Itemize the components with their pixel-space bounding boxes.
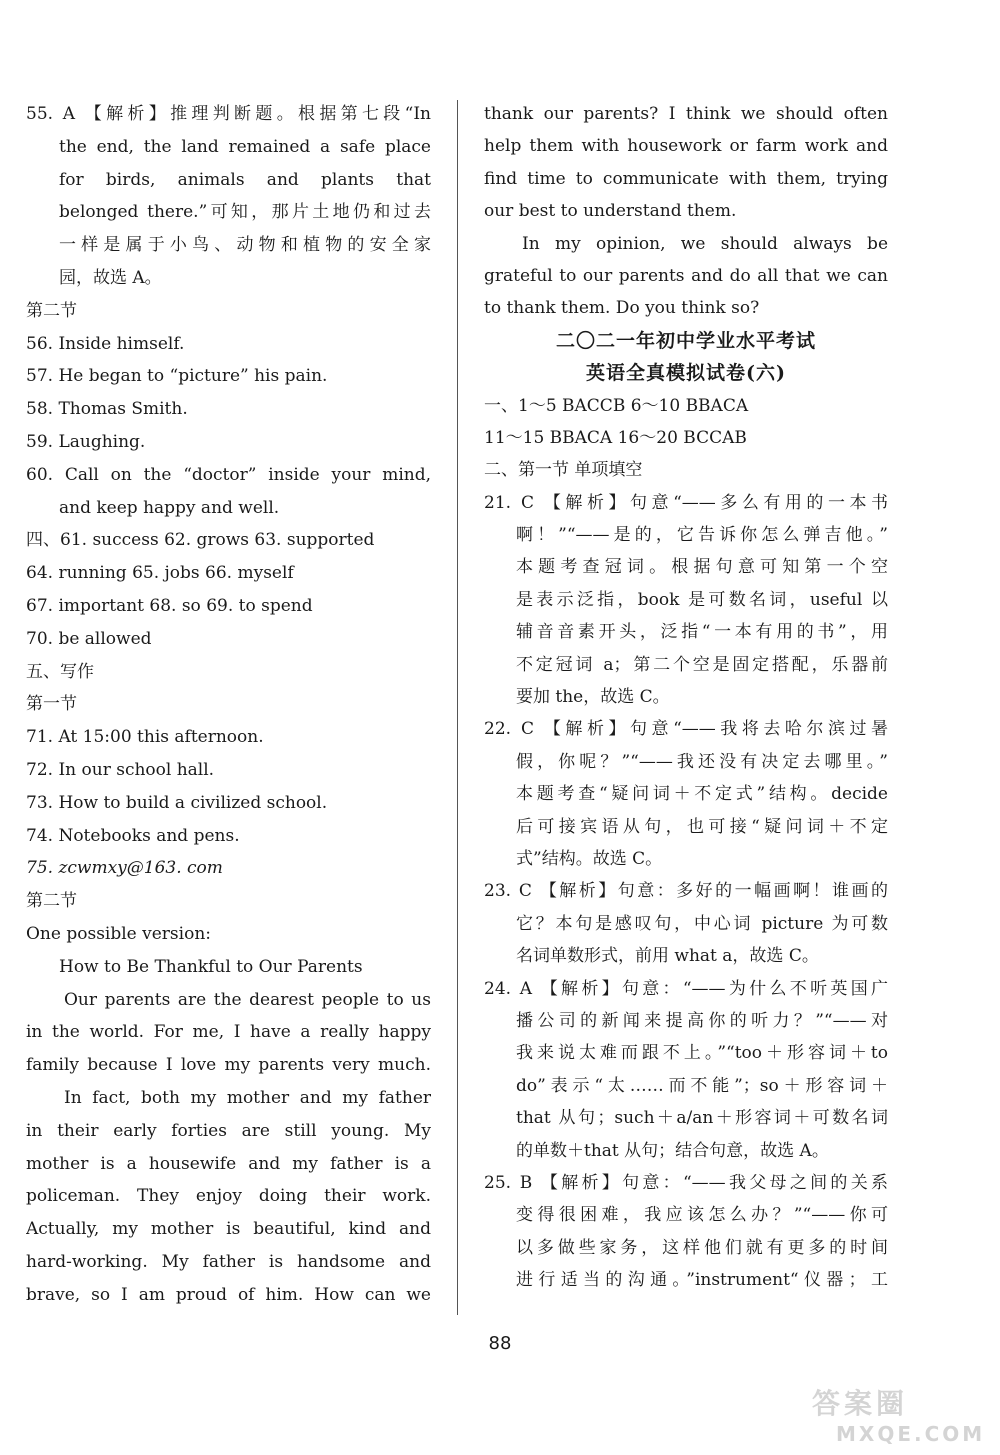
right-column-line: help them with housework or farm work and [484,136,888,157]
right-column-line: 我来说太难而跟不上。”“too＋形容词＋to [516,1043,888,1064]
right-column-line: 以多做些家务，这样他们就有更多的时间 [516,1237,888,1258]
right-column-line: 22. C 【解析】句意“——我将去哈尔滨过暑 [484,719,888,740]
left-column-line: One possible version: [26,923,211,944]
left-column-line: 70. be allowed [26,628,152,649]
left-column-line: Our parents are the dearest people to us [64,989,431,1010]
left-column-line: family because I love my parents very much. [26,1055,431,1076]
right-column-line: 假，你呢？”“——我还没有决定去哪里。” [516,751,888,772]
right-column-line: 本题考查冠词。根据句意可知第一个空 [516,557,888,578]
left-column-line: 75. zcwmxy@163. com [26,858,223,879]
left-column-line: 五、写作 [26,661,94,682]
right-column-line: 的单数＋that 从句；结合句意，故选 A。 [516,1140,829,1161]
right-column-line: In my opinion, we should always be [522,233,888,254]
left-column-line: 67. important 68. so 69. to spend [26,595,313,616]
watermark-logo [812,1386,992,1452]
right-column-line: 名词单数形式，前用 what a，故选 C。 [516,946,819,967]
left-column-line: 72. In our school hall. [26,759,215,780]
right-column-line: 不定冠词 a；第二个空是固定搭配，乐器前 [516,654,888,675]
left-column-line: 73. How to build a civilized school. [26,792,328,813]
right-column-line: to thank them. Do you think so? [484,298,760,319]
right-column-line: 英语全真模拟试卷(六) [586,362,786,385]
left-column-line: belonged there.”可知，那片土地仍和过去 [59,202,431,223]
left-column-line: in their early forties are still young. My [26,1120,431,1141]
left-column-line: 55. A 【解析】推理判断题。根据第七段“In [26,104,431,124]
right-column-line: 要加 the，故选 C。 [516,687,670,708]
page-number: 88 [488,1333,512,1354]
left-column-line: 四、61. success 62. grows 63. supported [26,530,375,551]
watermark-top: 答案圈 [812,1387,909,1420]
left-column-line: hard-working. My father is handsome and [26,1251,431,1272]
left-column-line: 第二节 [26,891,77,912]
right-column-line: 23. C 【解析】句意：多好的一幅画啊！谁画的 [484,881,888,902]
right-column-line: that 从句；such＋a/an＋形容词＋可数名词 [516,1108,888,1129]
left-column-line: the end, the land remained a safe place [59,136,431,157]
left-column-line: 第二节 [26,300,77,321]
left-column-line: 71. At 15:00 this afternoon. [26,727,264,748]
right-column-line: 25. B 【解析】句意：“——我父母之间的关系 [484,1172,888,1193]
left-column-line: 74. Notebooks and pens. [26,825,240,846]
column-divider [457,100,458,1315]
right-column-line: 本题考查“疑问词＋不定式”结构。decide [516,784,888,805]
left-column-line: Actually, my mother is beautiful, kind and [26,1219,431,1240]
right-column [484,98,888,1296]
right-column-line: 二、第一节 单项填空 [484,460,643,481]
left-column-line: 第一节 [26,694,77,715]
right-column-line: find time to communicate with them, trying [484,168,888,189]
left-column-line: in the world. For me, I have a really happy [26,1022,431,1043]
left-column-line: 59. Laughing. [26,431,146,452]
right-column-line: 24. A 【解析】句意：“——为什么不听英国广 [484,978,888,999]
right-column-line: 二〇二一年初中学业水平考试 [555,329,816,352]
left-column-line: In fact, both my mother and my father [64,1087,431,1108]
right-column-line: 变得很困难，我应该怎么办？”“——你可 [516,1205,888,1226]
left-column-line: for birds, animals and plants that [59,169,431,190]
left-column-line: 园，故选 A。 [59,267,162,288]
right-column-line: 它？本句是感叹句，中心词 picture 为可数 [516,913,888,934]
left-column-line: brave, so I am proud of him. How can we [26,1284,431,1305]
left-column-line: mother is a housewife and my father is a [26,1153,431,1174]
left-column-line: 一样是属于小鸟、动物和植物的安全家 [59,235,431,256]
right-column-line: 啊！”“——是的，它告诉你怎么弹吉他。” [516,525,888,546]
right-column-line: thank our parents? I think we should often [484,104,888,124]
right-column-line: 进行适当的沟通。”instrument“仪器；工 [516,1270,888,1291]
left-column-line: How to Be Thankful to Our Parents [59,956,363,977]
right-column-line: do”表示“太……而不能”；so＋形容词＋ [516,1075,888,1096]
right-column-line: 21. C 【解析】句意“——多么有用的一本书 [484,492,888,513]
right-column-line: 后可接宾语从句，也可接“疑问词＋不定 [516,816,888,837]
left-column-line: 60. Call on the “doctor” inside your mind, [26,464,431,485]
watermark-bottom: MXQE.COM [836,1422,986,1446]
left-column-line: 56. Inside himself. [26,333,185,354]
left-column-line: and keep happy and well. [59,497,280,518]
right-column-line: 是表示泛指，book 是可数名词，useful 以 [516,589,888,610]
right-column-line: 式”结构。故选 C。 [516,848,663,869]
right-column-line: 11～15 BBACA 16～20 BCCAB [484,427,747,448]
left-column-line: policeman. They enjoy doing their work. [26,1186,431,1207]
right-column-line: 一、1～5 BACCB 6～10 BBACA [484,395,749,416]
left-column [26,98,431,1311]
right-column-line: grateful to our parents and do all that we can [484,265,888,286]
right-column-line: 辅音音素开头，泛指“一本有用的书”，用 [516,622,888,643]
left-column-line: 64. running 65. jobs 66. myself [26,563,294,584]
right-column-line: our best to understand them. [484,201,737,222]
left-column-line: 57. He began to “picture” his pain. [26,366,328,387]
right-column-line: 播公司的新闻来提高你的听力？”“——对 [516,1010,888,1031]
left-column-line: 58. Thomas Smith. [26,399,188,420]
